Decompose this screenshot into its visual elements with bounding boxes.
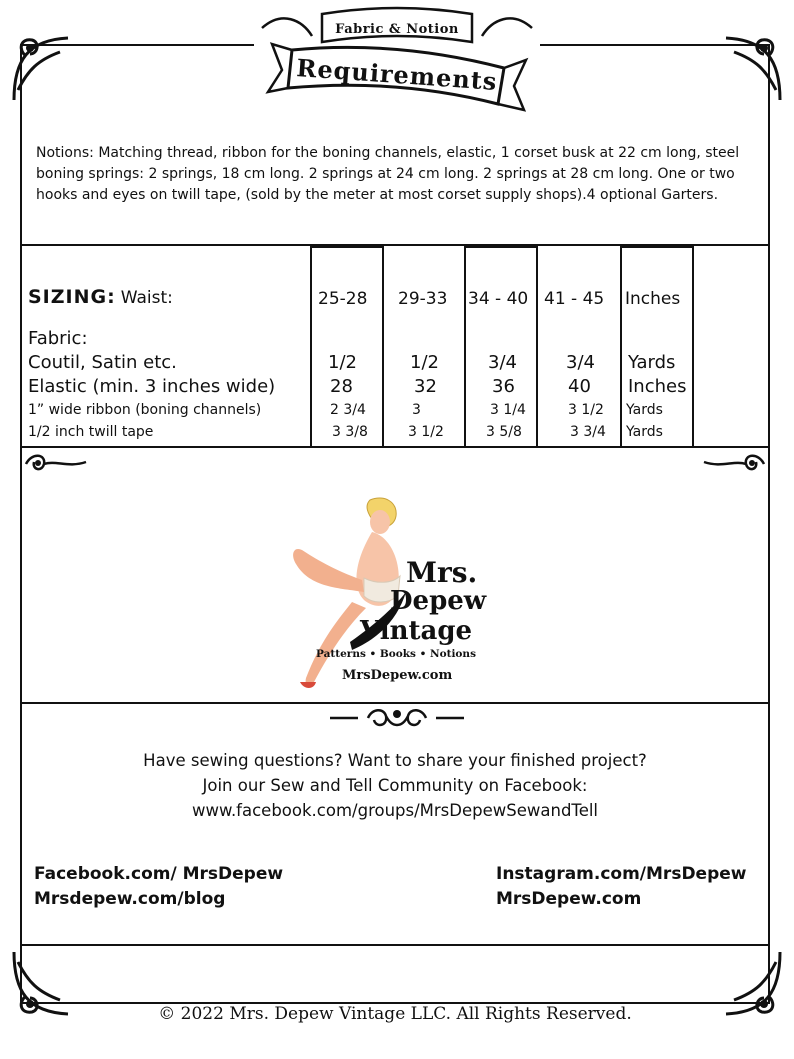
copyright-notice: © 2022 Mrs. Depew Vintage LLC. All Rights Reserved. xyxy=(158,1004,632,1024)
row-value: 28 xyxy=(330,376,353,397)
brand-tagline: Patterns • Books • Notions xyxy=(316,648,476,660)
website-link[interactable]: MrsDepew.com xyxy=(496,889,642,909)
row-label: Coutil, Satin etc. xyxy=(28,352,177,373)
row-value: 32 xyxy=(414,376,437,397)
row-value: 3 1/2 xyxy=(568,402,604,418)
sizing-heading xyxy=(28,286,173,308)
row-label: 1/2 inch twill tape xyxy=(28,424,154,440)
banner-subtitle: Fabric & Notion xyxy=(335,22,459,37)
row-value: 1/2 xyxy=(410,352,439,373)
blog-link[interactable]: Mrsdepew.com/blog xyxy=(34,889,226,909)
brand-name-line2: Depew xyxy=(390,586,487,616)
row-value: 36 xyxy=(492,376,515,397)
row-value: 3 xyxy=(412,402,421,418)
sizing-label: SIZING: xyxy=(28,286,116,308)
row-value: 3/4 xyxy=(488,352,517,373)
social-left xyxy=(34,862,283,912)
flourish-icon xyxy=(328,704,466,734)
social-right xyxy=(496,862,746,912)
divider-footer xyxy=(20,944,770,946)
flourish-icon xyxy=(700,450,768,476)
size-header-1: 25-28 xyxy=(318,289,368,309)
row-value: 3 3/8 xyxy=(332,424,368,440)
facebook-link[interactable]: Facebook.com/ MrsDepew xyxy=(34,864,284,884)
row-label: 1” wide ribbon (boning channels) xyxy=(28,402,262,418)
row-value: 3 1/2 xyxy=(408,424,444,440)
row-label: Elastic (min. 3 inches wide) xyxy=(28,376,276,397)
brand-site: MrsDepew.com xyxy=(342,668,453,683)
row-value: 3/4 xyxy=(566,352,595,373)
corner-flourish-icon xyxy=(8,30,86,108)
row-value: 2 3/4 xyxy=(330,402,366,418)
community-invite xyxy=(20,748,770,823)
community-line-1: Have sewing questions? Want to share your finished project? xyxy=(143,751,647,770)
instagram-link[interactable]: Instagram.com/MrsDepew xyxy=(496,864,747,884)
brand-name-line1: Mrs. xyxy=(406,556,478,589)
fabric-label: Fabric: xyxy=(28,328,88,349)
brand-name-line3: Vintage xyxy=(360,616,473,646)
row-value: 3 1/4 xyxy=(490,402,526,418)
page-title: Requirements xyxy=(295,53,499,96)
community-group-link[interactable]: www.facebook.com/groups/MrsDepewSewandTell xyxy=(191,801,599,820)
row-value: 1/2 xyxy=(328,352,357,373)
row-value: 40 xyxy=(568,376,591,397)
flourish-icon xyxy=(22,450,90,476)
row-unit: Inches xyxy=(628,376,687,397)
community-line-2: Join our Sew and Tell Community on Facebook: xyxy=(202,776,588,795)
unit-header: Inches xyxy=(625,289,681,309)
waist-label: Waist: xyxy=(120,288,173,308)
notions-text: Notions: Matching thread, ribbon for the boning channels, elastic, 1 corset busk at 22 cm long, steel boning springs: 2 springs, 18 cm long. 2 springs at 24 cm long. 2 springs at 28 cm long. One or two hooks and eyes on twill tape, (sold by the meter at most corset supply shops).4 optional Garters. xyxy=(36,145,740,203)
row-unit: Yards xyxy=(626,402,663,418)
corner-flourish-icon xyxy=(708,30,786,108)
row-value: 3 5/8 xyxy=(486,424,522,440)
sizing-table xyxy=(22,246,768,448)
size-header-4: 41 - 45 xyxy=(544,289,605,309)
brand-logo xyxy=(280,492,520,692)
title-banner xyxy=(252,0,542,122)
row-unit: Yards xyxy=(628,352,676,373)
size-header-3: 34 - 40 xyxy=(468,289,529,309)
row-value: 3 3/4 xyxy=(570,424,606,440)
size-header-2: 29-33 xyxy=(398,289,448,309)
row-unit: Yards xyxy=(626,424,663,440)
